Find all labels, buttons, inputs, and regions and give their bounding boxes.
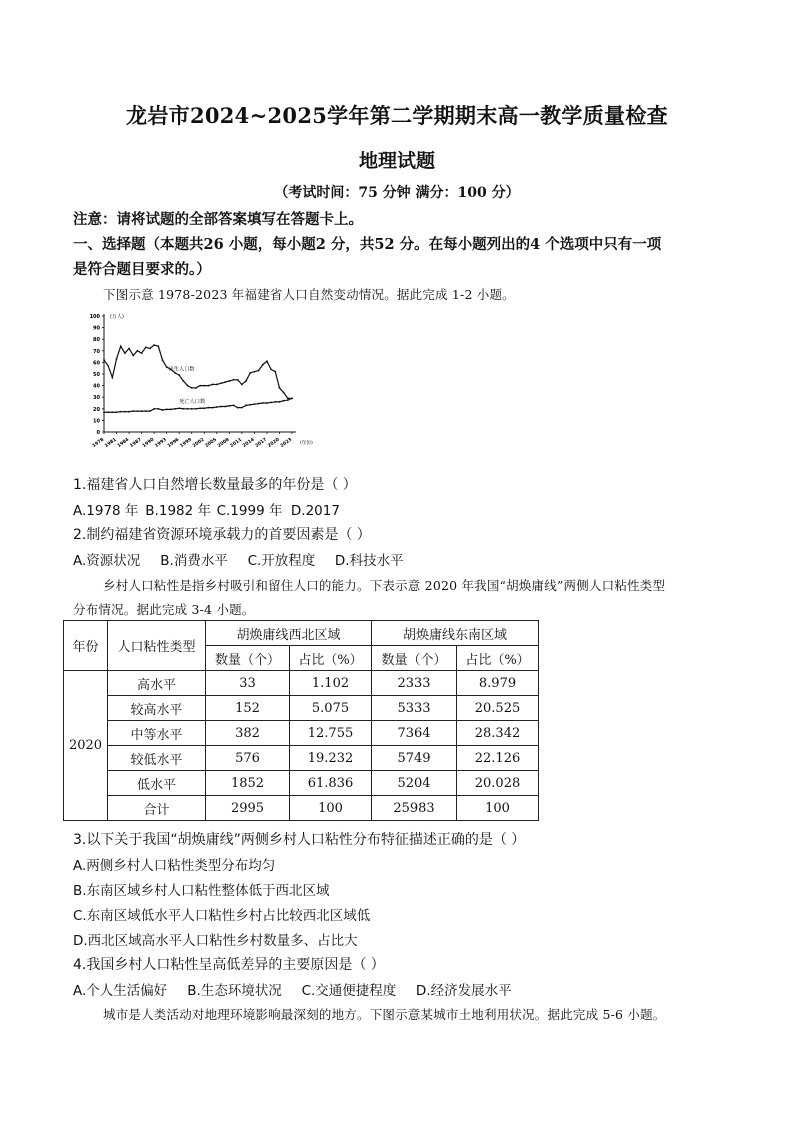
death-data-point: [166, 408, 168, 410]
x-tick-label: 2011: [229, 437, 244, 449]
y-tick-label: 40: [93, 383, 100, 390]
table-cell: 20.525: [457, 696, 539, 721]
table-cell: 28.342: [457, 721, 539, 746]
birth-data-point: [254, 371, 256, 373]
y-tick-label: 30: [93, 395, 100, 402]
y-tick-label: 20: [93, 406, 100, 413]
birth-data-point: [212, 384, 214, 386]
death-data-point: [191, 408, 193, 410]
birth-data-point: [141, 352, 143, 354]
birth-data-point: [187, 385, 189, 387]
table-cell: 12.755: [290, 721, 372, 746]
birth-data-point: [153, 344, 155, 346]
x-tick-label: 1996: [166, 437, 181, 449]
q1-option-d[interactable]: D.2017: [290, 503, 340, 519]
birth-data-point: [208, 385, 210, 387]
death-data-point: [228, 405, 230, 407]
birth-data-point: [283, 392, 285, 394]
x-tick-label: 1987: [129, 437, 143, 449]
death-data-point: [203, 407, 205, 409]
intro-q5-6: 城市是人类活动对地理环境影响最深刻的地方。下图示意某城市土地利用状况。据此完成 5-6 小题。: [103, 1007, 666, 1022]
birth-data-point: [237, 379, 239, 381]
section-heading-line1: 一、选择题（本题共26 小题，每小题2 分，共52 分。在每小题列出的4 个选项中只有一项: [73, 236, 662, 253]
birth-data-point: [128, 348, 130, 350]
intro-q3-4-line2: 分布情况。据此完成 3-4 小题。: [73, 602, 255, 617]
x-tick-label: 2023: [279, 437, 294, 449]
y-axis-label: (万人): [110, 314, 124, 320]
question-3: 3.以下关于我国“胡焕庸线”两侧乡村人口粘性分布特征描述正确的是（ ）: [73, 832, 526, 848]
x-tick-label: 2014: [242, 437, 256, 449]
table-cell: 152: [206, 696, 290, 721]
death-data-point: [279, 401, 281, 403]
birth-data-point: [195, 387, 197, 389]
birth-data-point: [137, 350, 139, 352]
death-data-point: [111, 411, 113, 413]
death-data-point: [116, 411, 118, 413]
table-cell: 5204: [372, 771, 457, 796]
table-cell: 382: [206, 721, 290, 746]
death-series-label: 死亡人口数: [179, 399, 206, 405]
birth-data-point: [120, 345, 122, 347]
table-row: [64, 671, 539, 696]
death-data-point: [128, 411, 130, 413]
birth-data-point: [166, 366, 168, 368]
birth-data-point: [162, 359, 164, 361]
birth-data-point: [199, 385, 201, 387]
birth-data-point: [132, 355, 134, 357]
question-4: 4.我国乡村人口粘性呈高低差异的主要原因是（ ）: [73, 957, 385, 973]
table-cell: 高水平: [108, 671, 206, 696]
birth-data-point: [203, 385, 205, 387]
table-cell: 61.836: [290, 771, 372, 796]
birth-data-point: [124, 352, 126, 354]
x-tick-label: 2017: [254, 437, 269, 449]
exam-subtitle: 地理试题: [358, 150, 435, 172]
death-data-point: [103, 411, 105, 413]
table-cell: 中等水平: [108, 721, 206, 746]
death-data-point: [145, 410, 147, 412]
x-tick-label: 2005: [204, 437, 218, 449]
table-cell: 22.126: [457, 746, 539, 771]
q3-option-c[interactable]: C.东南区域低水平人口粘性乡村占比较西北区域低: [73, 908, 371, 924]
x-axis-label: (年份): [300, 441, 313, 446]
birth-data-point: [111, 377, 113, 379]
death-data-point: [141, 410, 143, 412]
death-data-point: [195, 408, 197, 410]
intro-q3-4-line1: 乡村人口粘性是指乡村吸引和留住人口的能力。下表示意 2020 年我国“胡焕庸线”两侧人口粘性类型: [103, 578, 666, 593]
y-tick-label: 90: [93, 325, 100, 332]
x-tick-label: 2020: [267, 437, 281, 449]
death-data-point: [262, 402, 264, 404]
death-data-point: [162, 409, 164, 411]
q1-option-c[interactable]: C.1999 年: [216, 503, 283, 519]
birth-data-point: [233, 379, 235, 381]
table-row: [64, 721, 539, 746]
death-data-point: [157, 408, 159, 410]
q2-option-c[interactable]: C.开放程度: [247, 553, 316, 569]
birth-data-point: [249, 372, 251, 374]
death-data-point: [120, 411, 122, 413]
death-data-point: [237, 407, 239, 409]
question-2-options: [73, 549, 404, 569]
death-data-point: [174, 408, 176, 410]
birth-data-point: [116, 358, 118, 360]
birth-data-point: [245, 380, 247, 382]
death-data-point: [132, 410, 134, 412]
death-data-point: [233, 404, 235, 406]
q3-option-a[interactable]: A.两侧乡村人口粘性类型分布均匀: [73, 858, 276, 874]
death-data-point: [182, 408, 184, 410]
birth-data-point: [258, 370, 260, 372]
header-southeast: 胡焕庸线东南区域: [372, 621, 539, 646]
y-tick-label: 100: [89, 314, 100, 320]
table-cell: 8.979: [457, 671, 539, 696]
header-se-pct: 占比（%）: [457, 646, 539, 671]
x-tick-label: 1990: [141, 437, 156, 449]
birth-data-point: [220, 382, 222, 384]
section-heading-line2: 是符合题目要求的。）: [73, 261, 211, 278]
q3-option-d[interactable]: D.西北区域高水平人口粘性乡村数量多、占比大: [73, 933, 358, 949]
table-cell: 1852: [206, 771, 290, 796]
birth-data-point: [103, 359, 105, 361]
death-data-point: [178, 407, 180, 409]
birth-data-point: [224, 381, 226, 383]
x-tick-label: 1993: [154, 437, 168, 449]
header-nw-count: 数量（个）: [206, 646, 290, 671]
death-data-point: [170, 408, 172, 410]
death-data-point: [241, 407, 243, 409]
birth-data-point: [270, 368, 272, 370]
y-tick-label: 10: [93, 418, 100, 425]
death-data-point: [149, 410, 151, 412]
header-se-count: 数量（个）: [372, 646, 457, 671]
death-data-point: [283, 400, 285, 402]
death-data-point: [124, 411, 126, 413]
birth-data-point: [262, 364, 264, 366]
question-4-options: [73, 979, 512, 999]
death-data-point: [291, 397, 293, 399]
birth-series-label: 出生人口数: [168, 366, 195, 373]
x-tick-label: 1999: [179, 437, 193, 449]
death-data-point: [212, 407, 214, 409]
birth-data-point: [145, 346, 147, 348]
q4-option-a[interactable]: A.个人生活偏好: [73, 983, 168, 999]
table-cell: 合计: [108, 796, 206, 821]
death-data-point: [216, 406, 218, 408]
table-cell: 20.028: [457, 771, 539, 796]
table-cell: 2333: [372, 671, 457, 696]
birth-data-point: [287, 397, 289, 399]
y-tick-label: 50: [93, 372, 100, 378]
header-type: 人口粘性类型: [108, 621, 206, 671]
year-cell: 2020: [64, 671, 108, 821]
death-data-point: [274, 401, 276, 403]
y-tick-label: 80: [93, 337, 100, 344]
table-cell: 1.102: [290, 671, 372, 696]
header-northwest: 胡焕庸线西北区域: [206, 621, 372, 646]
header-year: 年份: [64, 621, 108, 671]
death-data-point: [199, 407, 201, 409]
q1-option-b[interactable]: B.1982 年: [145, 503, 211, 519]
death-data-point: [254, 403, 256, 405]
table-cell: 5333: [372, 696, 457, 721]
table-row: [64, 696, 539, 721]
x-tick-label: 1984: [116, 437, 131, 449]
chart-series: [103, 344, 293, 413]
death-data-point: [137, 410, 139, 412]
header-nw-pct: 占比（%）: [290, 646, 372, 671]
q2-option-d[interactable]: D.科技水平: [334, 553, 404, 569]
birth-data-point: [191, 387, 193, 389]
death-data-point: [287, 399, 289, 401]
table-cell: 100: [457, 796, 539, 821]
intro-q1-2: 下图示意 1978-2023 年福建省人口自然变动情况。据此完成 1-2 小题。: [103, 287, 515, 302]
q2-option-b[interactable]: B.消费水平: [160, 553, 228, 569]
birth-data-point: [149, 348, 151, 350]
q4-option-b[interactable]: B.生态环境状况: [187, 983, 282, 999]
death-data-point: [220, 406, 222, 408]
birth-series-line: [104, 345, 292, 398]
question-1-options: [73, 499, 340, 519]
question-1: 1.福建省人口自然增长数量最多的年份是（ ）: [73, 477, 357, 493]
birth-data-point: [216, 384, 218, 386]
death-data-point: [266, 402, 268, 404]
death-data-point: [258, 403, 260, 405]
table-cell: 低水平: [108, 771, 206, 796]
death-data-point: [249, 404, 251, 406]
x-tick-label: 2002: [192, 437, 206, 449]
q3-option-b[interactable]: B.东南区域乡村人口粘性整体低于西北区域: [73, 883, 330, 899]
birth-data-point: [266, 360, 268, 362]
table-cell: 较高水平: [108, 696, 206, 721]
death-data-point: [208, 407, 210, 409]
death-data-point: [270, 402, 272, 404]
table-cell: 19.232: [290, 746, 372, 771]
table-cell: 较低水平: [108, 746, 206, 771]
table-cell: 5749: [372, 746, 457, 771]
question-2: 2.制约福建省资源环境承载力的首要因素是（ ）: [73, 527, 371, 543]
x-tick-label: 1981: [104, 437, 118, 449]
y-tick-label: 70: [93, 348, 100, 355]
table-cell: 7364: [372, 721, 457, 746]
birth-data-point: [107, 365, 109, 367]
table-cell: 5.075: [290, 696, 372, 721]
table-row: [64, 746, 539, 771]
birth-data-point: [241, 384, 243, 386]
x-tick-label: 2008: [217, 437, 231, 449]
table-cell: 576: [206, 746, 290, 771]
notice: 注意：请将试题的全部答案填写在答题卡上。: [73, 211, 363, 228]
table-cell: 100: [290, 796, 372, 821]
birth-data-point: [279, 387, 281, 389]
table-cell: 33: [206, 671, 290, 696]
q1-option-a[interactable]: A.1978 年: [73, 503, 139, 519]
table-cell: 25983: [372, 796, 457, 821]
death-data-point: [187, 408, 189, 410]
q2-option-a[interactable]: A.资源状况: [73, 553, 141, 569]
chart-axes: [90, 313, 313, 449]
birth-data-point: [182, 380, 184, 382]
y-tick-label: 60: [93, 360, 100, 367]
exam-info: （考试时间：75 分钟 满分：100 分）: [274, 185, 520, 201]
adhesion-table: [63, 620, 539, 821]
birth-data-point: [228, 380, 230, 382]
birth-data-point: [157, 345, 159, 347]
x-tick-label: 1978: [91, 437, 106, 449]
death-data-point: [245, 404, 247, 406]
birth-data-point: [274, 371, 276, 373]
table-row: [64, 796, 539, 821]
q4-option-c[interactable]: C.交通便捷程度: [301, 983, 397, 999]
table-row: [64, 771, 539, 796]
table-cell: 2995: [206, 796, 290, 821]
exam-title: 龙岩市2024~2025学年第二学期期末高一教学质量检查: [126, 103, 668, 128]
death-data-point: [224, 406, 226, 408]
death-data-point: [153, 408, 155, 410]
birth-data-point: [178, 374, 180, 376]
y-tick-label: 0: [96, 430, 100, 436]
q4-option-d[interactable]: D.经济发展水平: [415, 983, 512, 999]
death-data-point: [107, 411, 109, 413]
population-chart: [86, 306, 320, 456]
